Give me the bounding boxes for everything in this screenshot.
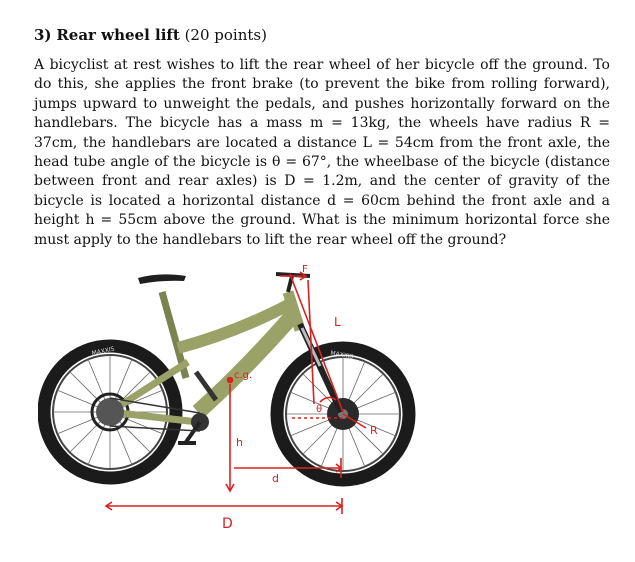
label-wheelbase: D — [222, 516, 233, 532]
label-angle: θ — [316, 404, 323, 415]
label-length: L — [334, 315, 341, 329]
problem-number: 3) — [34, 26, 52, 44]
cg-marker — [228, 378, 233, 383]
label-cg: c.g. — [234, 370, 253, 381]
label-force: F — [302, 264, 308, 275]
problem-text: A bicyclist at rest wishes to lift the rear wheel of her bicycle off the ground. To do this, she applies the front brake (to prevent the bike from rolling forward), jumps upward to unweight the pedals, and pushes horizontally forward on the handlebars. The bicycle has a mass m = 13kg, the wheels have radius R = 37cm, the handlebars are located a distance L = 54cm from the front axle, the head tube angle of the bicycle is θ = 67°, the wheelbase of the bicycle (distance between front and rear axles) is D = 1.2m, and the center of gravity of the bicycle is located a horizontal distance d = 60cm behind the front axle and a height h = 55cm above the ground. What is the minimum horizontal force she must apply to the handlebars to lift the rear wheel off the ground? — [34, 57, 610, 248]
problem-points: (20 points) — [184, 26, 267, 44]
problem-title: Rear wheel lift — [56, 26, 180, 44]
rear-tire-brand: MAXXIS — [91, 345, 116, 358]
problem — [34, 26, 610, 250]
label-height: h — [236, 436, 243, 449]
bicycle-figure — [38, 262, 438, 542]
label-cg-distance: d — [272, 472, 279, 485]
label-radius: R — [370, 424, 378, 437]
front-tire-brand: MAXXIS — [329, 349, 354, 361]
problem-heading — [34, 26, 610, 44]
